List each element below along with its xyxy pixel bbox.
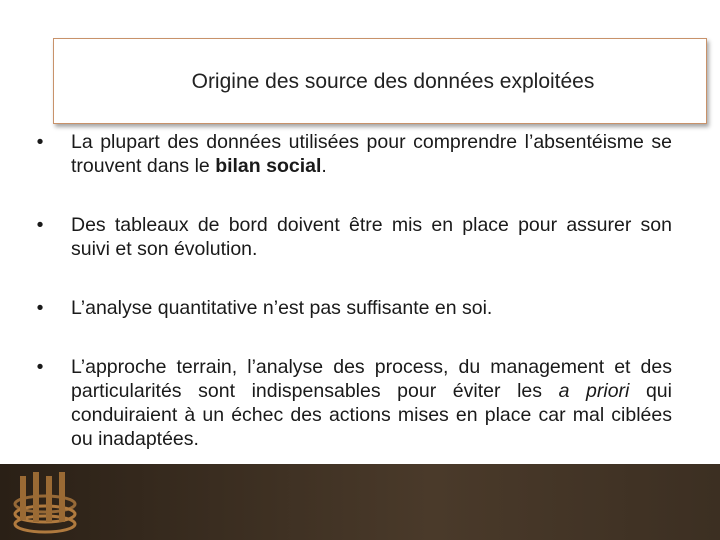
bullet-text: L’approche terrain, l’analyse des process, du management et des particularités sont indispensables pour éviter les [71, 356, 672, 402]
bullet-list [30, 130, 672, 451]
bullet-dot: • [36, 131, 44, 153]
bullet-text: L’analyse quantitative n’est pas suffisante en soi. [71, 297, 493, 319]
title-box [53, 38, 707, 124]
footer-band [0, 464, 720, 540]
bullet-dot: • [36, 297, 44, 319]
bullet-dot: • [36, 356, 44, 378]
bullet-bold-text: bilan social [215, 155, 322, 177]
bullet-text: Des tableaux de bord doivent être mis en place pour assurer son suivi et son évolution. [71, 214, 672, 260]
slide-title: Origine des source des données exploitées [191, 70, 595, 93]
bullet-text-end: qui conduiraient à un échec des actions mises en place car mal ciblées ou inadaptées. [71, 380, 672, 450]
bullet-item [30, 296, 672, 320]
bullet-text: La plupart des données utilisées pour comprendre l’absentéisme se trouvent dans le [71, 131, 672, 177]
bullet-text-end: . [321, 155, 327, 177]
bullet-item [30, 355, 672, 451]
bullet-dot: • [36, 214, 44, 236]
bullet-italic-text: a priori [558, 380, 630, 402]
bullet-item [30, 130, 672, 178]
wooden-barrel-logo-icon [6, 466, 84, 538]
bullet-item [30, 213, 672, 261]
